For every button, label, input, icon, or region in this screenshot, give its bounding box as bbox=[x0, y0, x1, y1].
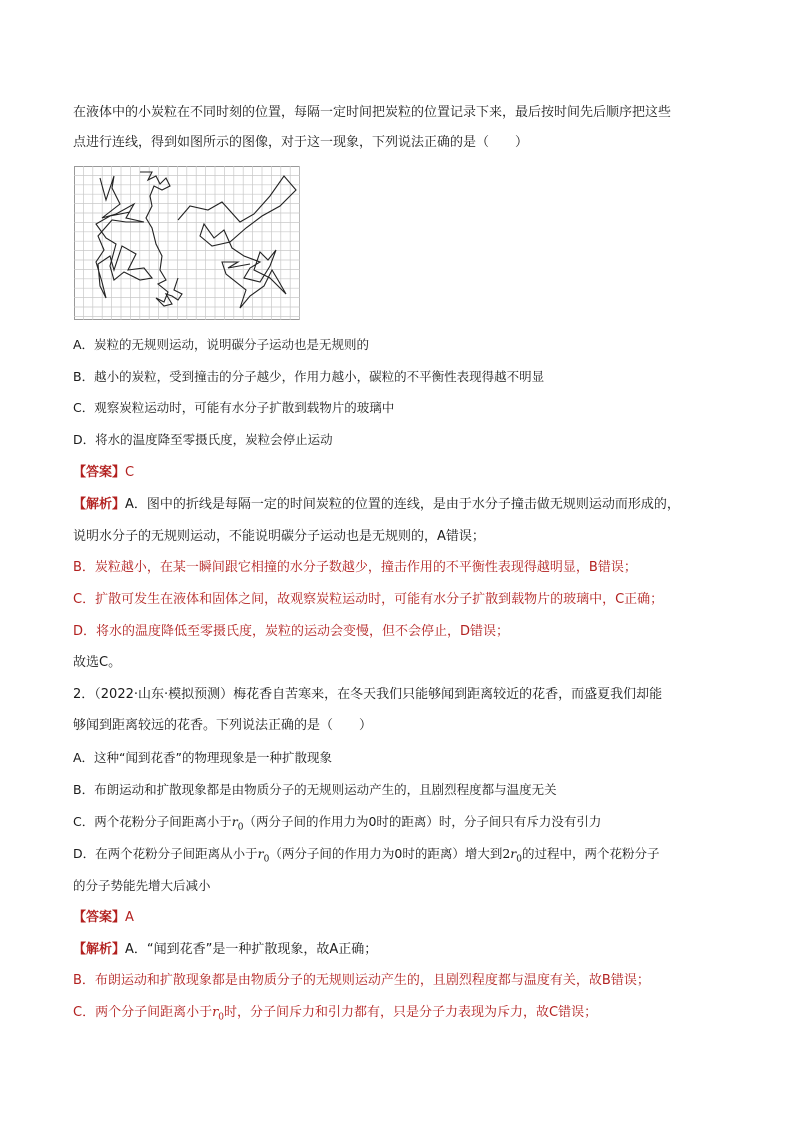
q1-conclusion: 故选C。 bbox=[73, 655, 122, 670]
r-letter: r bbox=[510, 846, 517, 861]
q2-analysis-b: B．布朗运动和扩散现象都是由物质分子的无规则运动产生的，且剧烈程度都与温度有关，故B错误； bbox=[73, 973, 650, 988]
q2-stem-line1: 2．（2022·山东·模拟预测）梅花香自苦寒来，在冬天我们只能够闻到距离较近的花香，而盛夏我们却能 bbox=[73, 687, 663, 702]
answer-label: 【答案】 bbox=[73, 910, 126, 925]
q2-answer bbox=[73, 908, 134, 928]
q2-option-a: A．这种“闻到花香”的物理现象是一种扩散现象 bbox=[73, 750, 333, 765]
r-letter: r bbox=[212, 1005, 219, 1020]
q2-option-d bbox=[73, 844, 660, 870]
q2-option-b: B．布朗运动和扩散现象都是由物质分子的无规则运动产生的，且剧烈程度都与温度无关 bbox=[73, 782, 557, 797]
q1-analysis-b: B．炭粒越小，在某一瞬间跟它相撞的水分子数越少，撞击作用的不平衡性表现得越明显，B错误； bbox=[73, 560, 637, 575]
option-c-text-post: （两分子间的作用力为0时的距离）时，分子间只有斥力没有引力 bbox=[243, 814, 602, 829]
q1-analysis-c: C．扩散可发生在液体和固体之间，故观察炭粒运动时，可能有水分子扩散到载物片的玻璃中，C正确； bbox=[73, 592, 664, 607]
r0-symbol bbox=[212, 1005, 225, 1023]
analysis-c-text-pre: C．两个分子间距离小于 bbox=[73, 1005, 213, 1020]
r-subscript: 0 bbox=[516, 854, 522, 865]
two-r0-symbol bbox=[502, 846, 522, 865]
answer-label: 【答案】 bbox=[73, 465, 126, 480]
q2-option-d-line2: 的分子势能先增大后减小 bbox=[73, 878, 211, 893]
q2-analysis-c bbox=[73, 1003, 597, 1028]
brownian-motion-figure bbox=[74, 166, 300, 320]
q1-analysis-a2: 说明水分子的无规则运动，不能说明碳分子运动也是无规则的，A错误； bbox=[73, 529, 485, 544]
q1-analysis-a1 bbox=[73, 495, 680, 515]
analysis-label: 【解析】 bbox=[73, 942, 126, 957]
r-subscript: 0 bbox=[237, 822, 244, 833]
q2-option-c bbox=[73, 812, 601, 838]
r-letter: r bbox=[231, 814, 238, 829]
analysis-text: A．“闻到花香”是一种扩散现象，故A正确； bbox=[125, 942, 378, 957]
analysis-c-text-post: 时，分子间斥力和引力都有，只是分子力表现为斥力，故C错误； bbox=[224, 1005, 598, 1020]
analysis-text: A．图中的折线是每隔一定的时间炭粒的位置的连线，是由于水分子撞击做无规则运动而形成的， bbox=[125, 497, 680, 512]
answer-value: A bbox=[125, 910, 134, 925]
r0-symbol bbox=[257, 846, 270, 865]
option-d-text-mid: （两分子间的作用力为0时的距离）增大到 bbox=[269, 846, 503, 861]
answer-value: C bbox=[125, 465, 135, 480]
option-d-text-post: 的过程中，两个花粉分子 bbox=[522, 846, 660, 861]
q1-option-c: C．观察炭粒运动时，可能有水分子扩散到载物片的玻璃中 bbox=[73, 400, 395, 415]
q2-stem-line2: 够闻到距离较远的花香。下列说法正确的是（ ） bbox=[73, 718, 373, 733]
r0-symbol bbox=[231, 814, 244, 833]
analysis-label: 【解析】 bbox=[73, 497, 126, 512]
option-c-text-pre: C．两个花粉分子间距离小于 bbox=[73, 814, 232, 829]
q1-answer bbox=[73, 463, 134, 483]
q1-analysis-d: D．将水的温度降低至零摄氏度，炭粒的运动会变慢，但不会停止，D错误； bbox=[73, 624, 510, 639]
r-letter: r bbox=[257, 846, 264, 861]
q1-option-a: A．炭粒的无规则运动，说明碳分子运动也是无规则的 bbox=[73, 337, 370, 352]
q1-stem-line1: 在液体中的小炭粒在不同时刻的位置，每隔一定时间把炭粒的位置记录下来，最后按时间先后顺序把这些 bbox=[73, 105, 672, 120]
two-coefficient: 2 bbox=[502, 846, 511, 861]
option-d-text-pre: D．在两个花粉分子间距离从小于 bbox=[73, 846, 258, 861]
q1-option-d: D．将水的温度降至零摄氏度，炭粒会停止运动 bbox=[73, 432, 333, 447]
r-subscript: 0 bbox=[218, 1012, 225, 1023]
r-subscript: 0 bbox=[263, 854, 270, 865]
q1-stem-line2: 点进行连线，得到如图所示的图像，对于这一现象，下列说法正确的是（ ） bbox=[73, 135, 529, 150]
q1-option-b: B．越小的炭粒，受到撞击的分子越少，作用力越小，碳粒的不平衡性表现得越不明显 bbox=[73, 369, 545, 384]
q2-analysis-a bbox=[73, 940, 377, 960]
